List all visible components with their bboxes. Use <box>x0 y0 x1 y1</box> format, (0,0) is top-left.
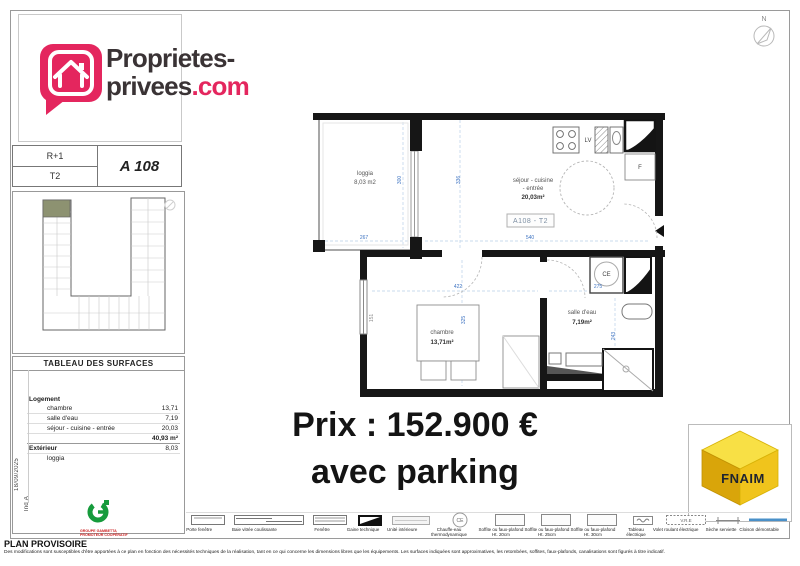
row-loggia: loggia <box>47 455 65 462</box>
surface-table-title: TABLEAU DES SURFACES <box>13 357 184 371</box>
dim-sejour-w: 540 <box>525 235 535 241</box>
sejour-label-2: - entrée <box>522 186 544 192</box>
footer <box>4 539 796 558</box>
site-plan <box>12 191 185 354</box>
loggia-label: loggia <box>356 171 374 177</box>
developer-name: GROUPE GAMBETTA PROMOTEUR COOPÉRATIF <box>80 529 128 538</box>
vanity-icon <box>566 353 602 366</box>
legend-item-gaine: Gaine technique <box>352 513 388 536</box>
table-row: salle d'eau 7,19 <box>27 414 180 424</box>
sejour-label-1: séjour - cuisine <box>512 178 554 184</box>
legend-item-soffite-25: Soffite ou faux-plafond Ht. 25cm <box>533 513 579 545</box>
legend-item-cloison: Cloison démontable <box>746 513 790 536</box>
tableau-electrique-icon <box>633 513 653 527</box>
dim-sde-h: 243 <box>611 331 617 341</box>
dim-loggia-w: 267 <box>359 235 369 241</box>
gaine-technique-icon <box>357 513 383 527</box>
dim-loggia-h: 300 <box>397 175 403 185</box>
legend-item-fenetre: Fenêtre <box>308 513 352 536</box>
chauffe-eau-icon <box>452 513 468 527</box>
brand-wordmark <box>106 44 249 100</box>
dim-sde-w: 275 <box>593 284 603 290</box>
table-row: chambre 13,71 <box>27 404 180 414</box>
compass <box>750 16 778 54</box>
legend-item-volet-roulant: V.R.E Volet roulant électrique <box>662 513 710 536</box>
price-parking: avec parking <box>311 453 519 491</box>
corner-duct-icon <box>625 120 655 151</box>
site-plan-drawing <box>13 192 182 351</box>
plan-index: Ind A <box>24 496 30 512</box>
plan-provisoire-title: PLAN PROVISOIRE <box>4 539 88 549</box>
unit-ref: A108 - T2 <box>512 218 549 225</box>
unite-interieure-icon <box>392 513 430 527</box>
sejour-area: 20,03m² <box>521 194 545 201</box>
compass-icon <box>751 23 777 49</box>
dim-chambre-w: 422 <box>453 284 463 290</box>
fenetre-icon <box>313 513 347 527</box>
legend-item-chauffe-eau: CE Chauffe-eau thermodynamique <box>433 513 487 545</box>
price-line: Prix : 152.900 € <box>292 406 538 444</box>
dim-chambre-h: 325 <box>461 315 467 325</box>
fridge-tag: F <box>638 165 642 171</box>
fnaim-logo <box>688 424 792 522</box>
table-icon <box>560 161 614 215</box>
glass-door <box>411 151 418 237</box>
table-row: séjour - cuisine - entrée 20,03 <box>27 424 180 434</box>
brand-line1: Proprietes- <box>106 43 235 73</box>
group-logement: Logement <box>29 396 61 403</box>
cloison-demontable-icon <box>748 513 788 527</box>
unit-number-cell <box>98 146 181 186</box>
legend-item-porte-fenetre: Porte fenêtre <box>186 513 230 536</box>
unit-floor-type <box>13 146 98 186</box>
legend-item-soffite-20: Soffite ou faux-plafond Ht. 20cm <box>487 513 533 545</box>
group-exterieur: Extérieur 8,03 <box>29 445 178 452</box>
soffite-20-icon <box>495 513 525 527</box>
dishwasher-tag: LV <box>584 138 592 144</box>
water-heater-tag: CE <box>602 272 611 278</box>
unit-type: T2 <box>49 171 61 182</box>
sde-area: 7,19m² <box>572 319 592 326</box>
plan-date: 18/09/2025 <box>14 458 20 492</box>
soffite-25-icon <box>541 513 571 527</box>
unit-floor: R+1 <box>13 146 97 167</box>
price-block <box>230 402 600 496</box>
developer-logo-icon <box>85 498 111 524</box>
sde-label: salle d'eau <box>567 310 597 316</box>
floor-plan <box>300 108 672 404</box>
unit-number: A 108 <box>119 157 160 175</box>
fnaim-label: FNAIM <box>721 471 765 486</box>
legend-strip <box>186 512 790 539</box>
brand-line2: privees.com <box>106 71 249 101</box>
surface-table-body <box>13 371 184 463</box>
porte-fenetre-icon <box>191 513 225 527</box>
wc-icon <box>549 353 561 364</box>
chambre-window <box>357 280 370 334</box>
volet-roulant-icon <box>666 513 706 527</box>
svg-text:CE: CE <box>456 518 464 524</box>
dim-window: 151 <box>369 313 375 323</box>
legend-item-tableau-electrique: Tableau électrique <box>625 513 661 545</box>
legend-item-seche-serviette: Sèche serviette <box>710 513 746 536</box>
unit-box <box>12 145 182 187</box>
svg-text:V.R.E: V.R.E <box>679 518 692 523</box>
legend-item-soffite-30: Soffite ou faux-plafond Ht. 30cm <box>579 513 625 545</box>
legend-item-unite-interieure: Unité intérieure <box>389 513 433 536</box>
baie-vitree-icon <box>234 513 304 527</box>
washbasin-icon <box>622 304 652 319</box>
shower-icon <box>603 349 653 391</box>
fnaim-cube-icon <box>695 425 785 511</box>
brand-logo-icon <box>38 42 108 121</box>
dim-sejour-h: 336 <box>456 175 462 185</box>
loggia-area: 8,03 m2 <box>354 180 376 186</box>
duct-icon <box>625 257 651 293</box>
north-label: N <box>761 16 767 23</box>
chambre-area: 13,71m² <box>430 339 454 346</box>
divider <box>28 370 29 503</box>
surface-total: 40,93 m² <box>27 434 180 444</box>
brand-suffix: .com <box>191 71 249 101</box>
disclaimer: Des modifications sont susceptibles d'être apportées à ce plan en fonction des nécessités techniques de la réalisation, tant en ce qui concerne les dimensions libres que les équipements. Les surfaces indiquées sont approximatives, les retombées, soffites, faux-plafonds, canalisations sont figurés à titre indicatif. <box>4 549 665 555</box>
soffite-30-icon <box>587 513 617 527</box>
highlighted-unit <box>43 200 70 217</box>
chambre-label: chambre <box>430 330 454 336</box>
legend-item-baie-vitree: Baie vitrée coulissante <box>230 513 308 536</box>
seche-serviette-icon <box>714 513 742 527</box>
